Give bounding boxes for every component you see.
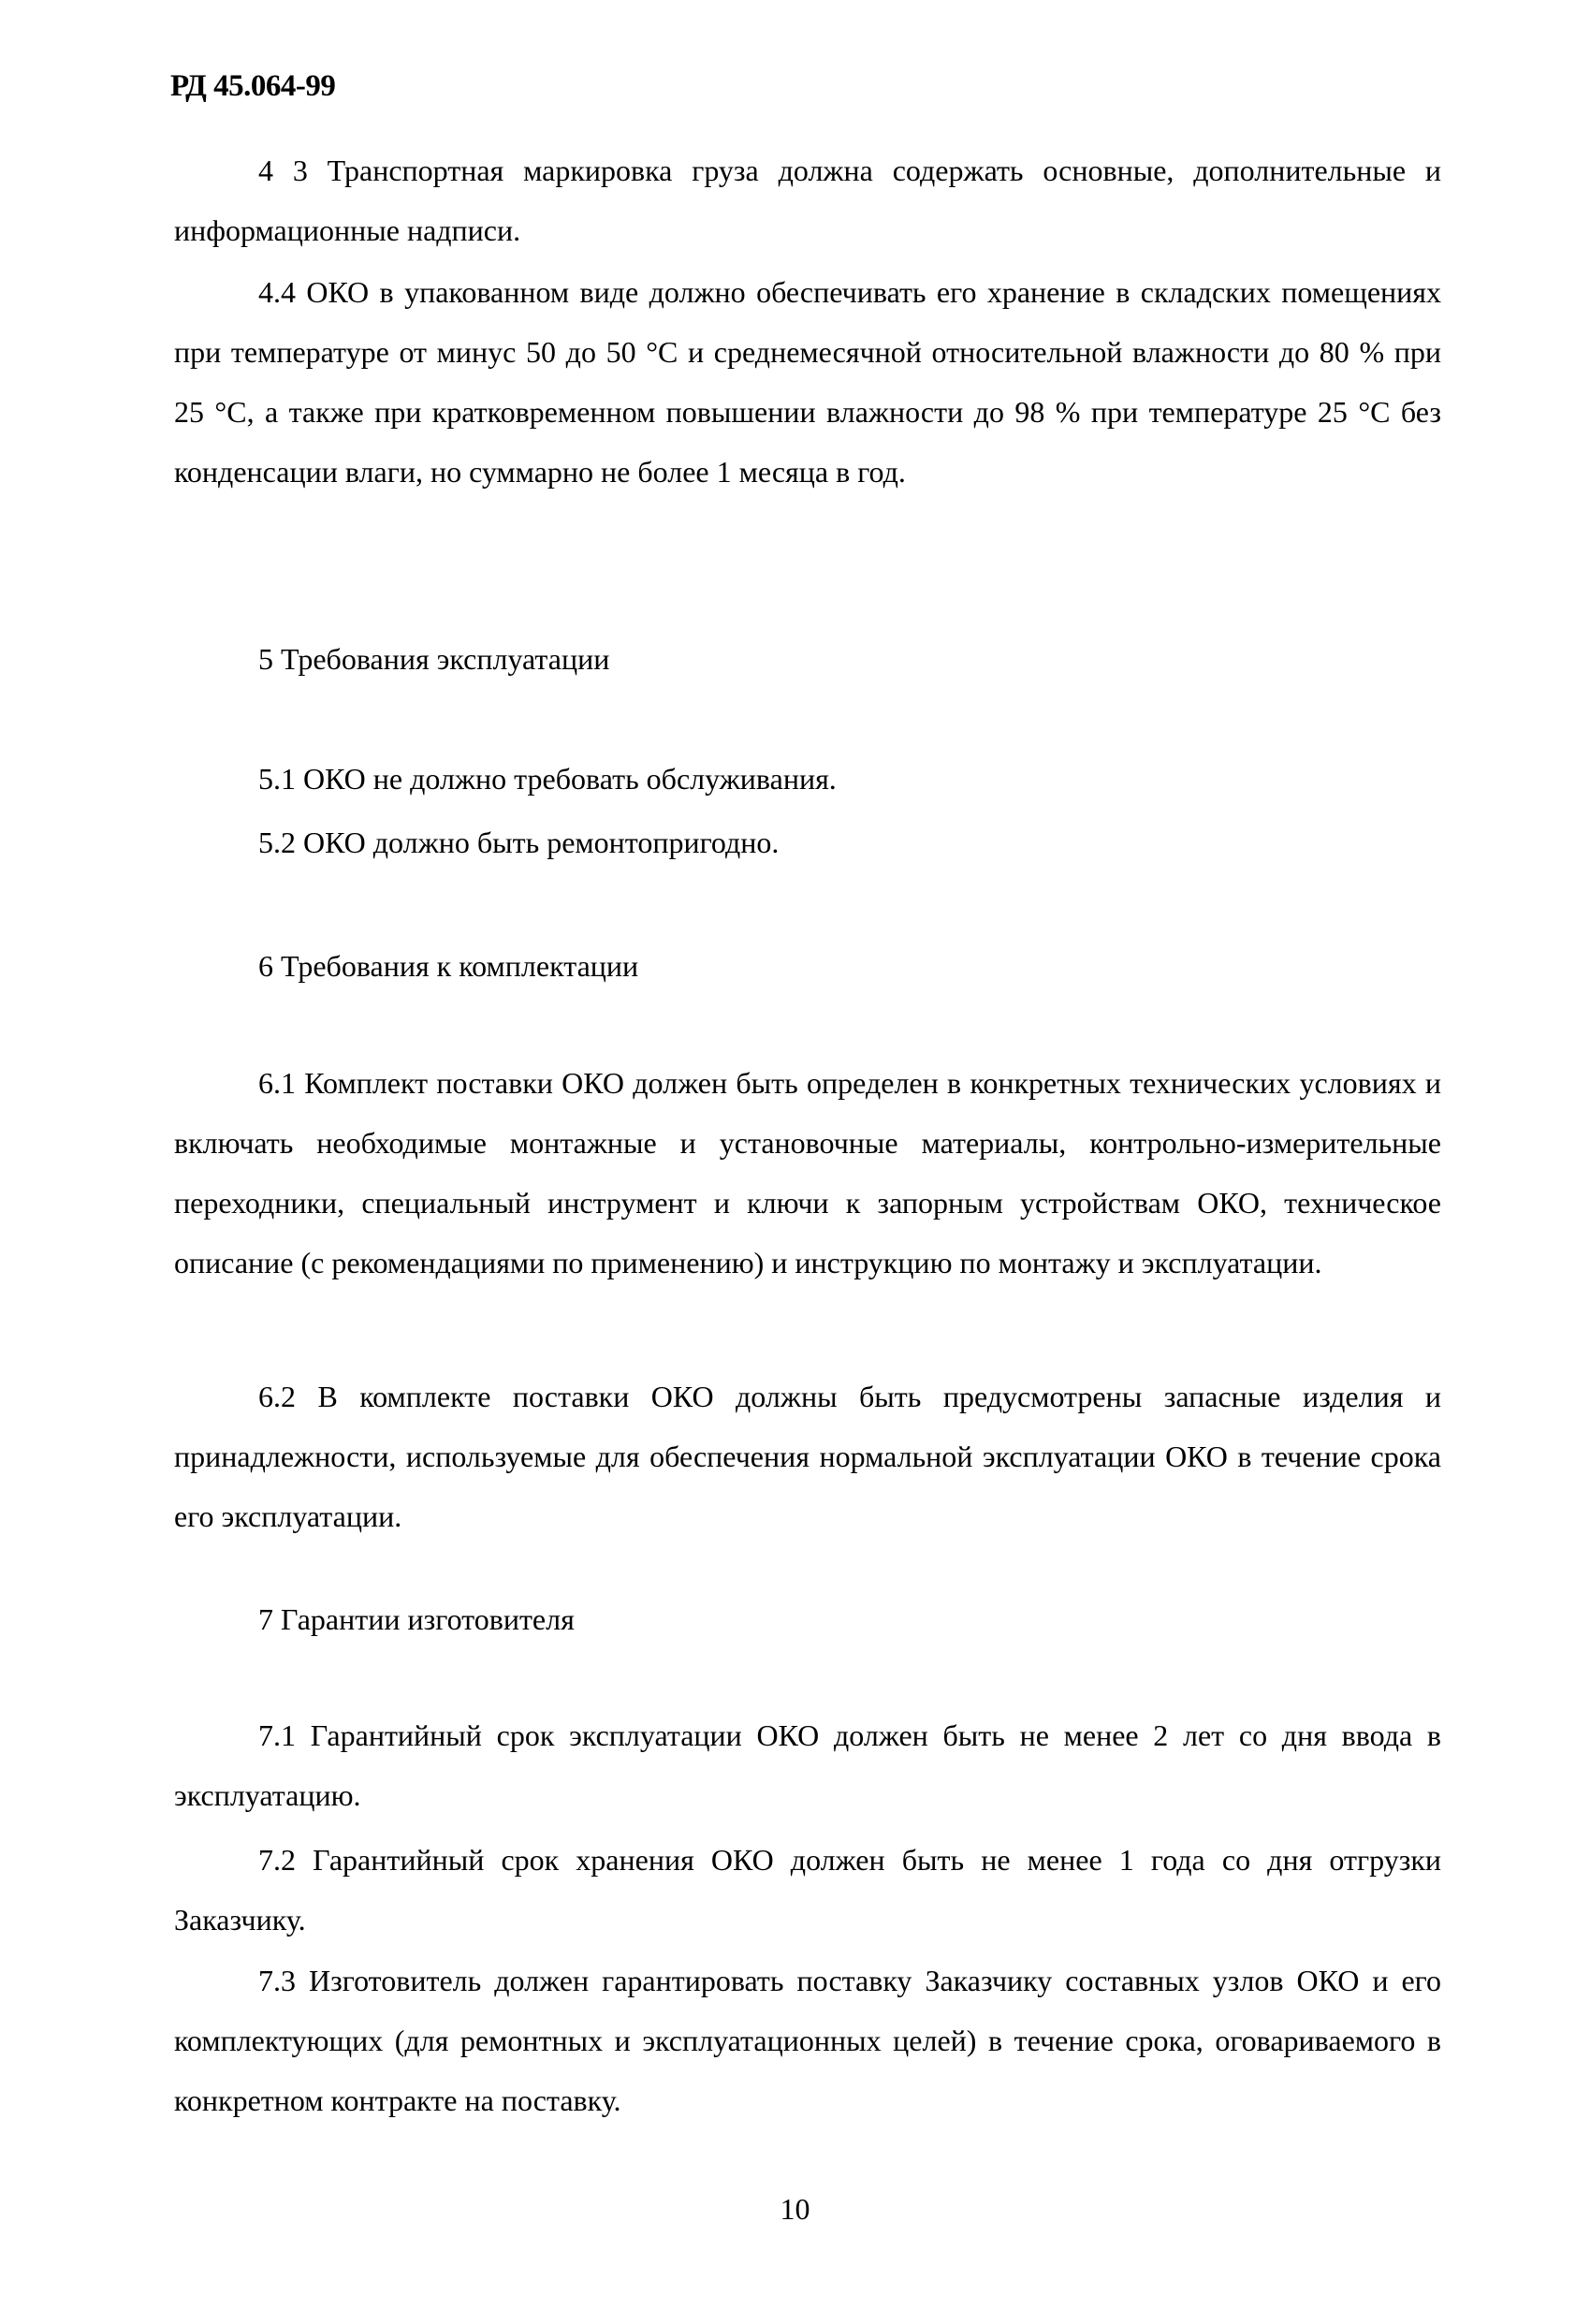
section-heading-7: 7 Гарантии изготовителя bbox=[258, 1602, 575, 1636]
paragraph-4-4: 4.4 ОКО в упакованном виде должно обеспечивать его хранение в складских помещениях при температуре от минус 50 до 50 °С и среднемесячной относительной влажности до 80 % при 25 °С, а также при кратковременном повышении влажности до 98 % при температуре 25 °С без конденсации влаги, но суммарно не более 1 месяца в год. bbox=[174, 275, 1441, 489]
section-heading-6: 6 Требования к комплектации bbox=[258, 949, 639, 983]
document-code: РД 45.064-99 bbox=[170, 69, 336, 103]
paragraph-7-2: 7.2 Гарантийный срок хранения ОКО должен быть не менее 1 года со дня отгрузки Заказчику. bbox=[174, 1843, 1441, 1937]
page-number: 10 bbox=[780, 2192, 810, 2226]
paragraph-4-3: 4 3 Транспортная маркировка груза должна содержать основные, дополнительные и информационные надписи. bbox=[174, 153, 1441, 247]
paragraph-5-1: 5.1 ОКО не должно требовать обслуживания. bbox=[258, 762, 837, 796]
paragraph-5-2: 5.2 ОКО должно быть ремонтопригодно. bbox=[258, 826, 780, 859]
paragraph-7-3: 7.3 Изготовитель должен гарантировать поставку Заказчику составных узлов ОКО и его комплектующих (для ремонтных и эксплуатационных целей) в течение срока, оговариваемого в конкретном контракте на поставку. bbox=[174, 1964, 1441, 2117]
paragraph-6-2: 6.2 В комплекте поставки ОКО должны быть предусмотрены запасные изделия и принадлежности, используемые для обеспечения нормальной эксплуатации ОКО в течение срока его эксплуатации. bbox=[174, 1380, 1441, 1533]
section-heading-5: 5 Требования эксплуатации bbox=[258, 642, 610, 676]
paragraph-6-1: 6.1 Комплект поставки ОКО должен быть определен в конкретных технических условиях и включать необходимые монтажные и установочные материалы, контрольно-измерительные переходники, специальный инструмент и ключи к запорным устройствам ОКО, техническое описание (с рекомендациями по применению) и инструкцию по монтажу и эксплуатации. bbox=[174, 1066, 1441, 1279]
paragraph-7-1: 7.1 Гарантийный срок эксплуатации ОКО должен быть не менее 2 лет со дня ввода в эксплуатацию. bbox=[174, 1718, 1441, 1812]
